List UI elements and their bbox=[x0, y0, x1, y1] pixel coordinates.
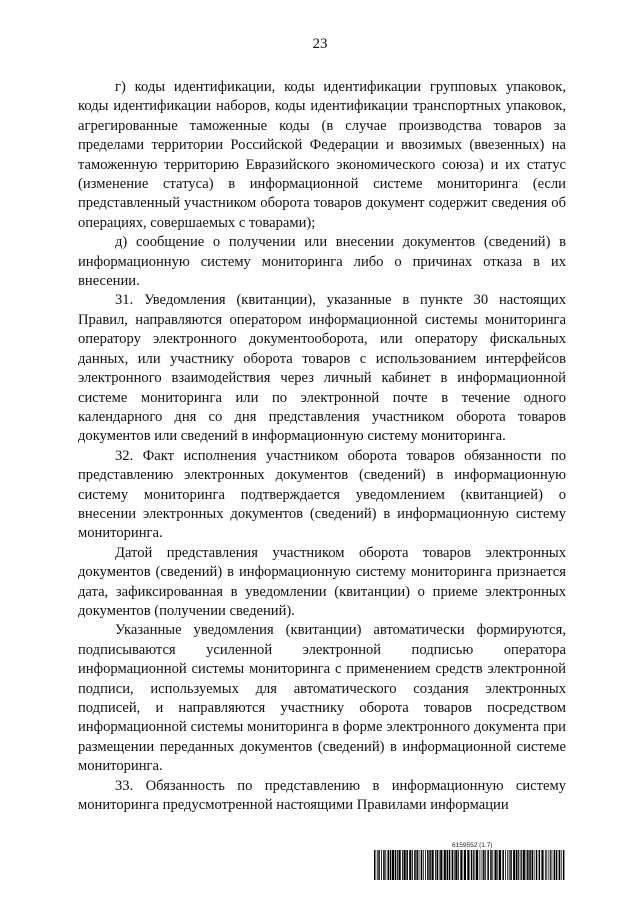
document-body bbox=[78, 78, 566, 815]
paragraph-notifications: Указанные уведомления (квитанции) автоматически формируются, подписываются усиленной электронной подписью оператора информационной системы мониторинга с применением средств электронной подписи, используемых для автоматического создания электронных подписей, и направляются участнику оборота товаров посредством информационной системы мониторинга в форме электронного документа при размещении переданных документов (сведений) в информационной системе мониторинга. bbox=[78, 622, 566, 775]
paragraph-item-g: г) коды идентификации, коды идентификации групповых упаковок, коды идентификации наборов, коды идентификации транспортных упаковок, агрегированные таможенные коды (в случае производства товаров за пределами территории Российской Федерации и ввозимых (ввезенных) на таможенную территорию Евразийского экономического союза) и их статус (изменение статуса) в информационной системе мониторинга (если представленный участником оборота товаров документ содержит сведения об операциях, совершаемых с товарами); bbox=[78, 79, 566, 231]
paragraph-submission-date: Датой представления участником оборота товаров электронных документов (сведений) в информационную систему мониторинга признается дата, зафиксированная в уведомлении (квитанции) о приеме электронных документов (получении сведений). bbox=[78, 544, 566, 619]
paragraph-clause-32: 32. Факт исполнения участником оборота товаров обязанности по представлению электронных документов (сведений) в информационную систему мониторинга подтверждается уведомлением (квитанцией) о внесении электронных документов (сведений) в информационную систему мониторинга. bbox=[78, 447, 566, 542]
paragraph-clause-31: 31. Уведомления (квитанции), указанные в пункте 30 настоящих Правил, направляются оператором информационной системы мониторинга оператору электронного документооборота, или оператору фискальных данных, или участнику оборота товаров с использованием интерфейсов электронного взаимодействия через личный кабинет в информационной системе мониторинга или по электронной почте в течение одного календарного дня со дня представления участником оборота товаров документов или сведений в информационную систему мониторинга. bbox=[78, 292, 566, 445]
paragraph-clause-33: 33. Обязанность по представлению в информационную систему мониторинга предусмотренной настоящими Правилами информации bbox=[78, 777, 566, 814]
document-code: 6159552 (1.7) bbox=[452, 842, 493, 849]
page-number: 23 bbox=[312, 36, 328, 52]
barcode-icon bbox=[374, 850, 566, 880]
paragraph-item-d: д) сообщение о получении или внесении документов (сведений) в информационную систему мониторинга либо о причинах отказа в их внесении. bbox=[78, 234, 566, 290]
